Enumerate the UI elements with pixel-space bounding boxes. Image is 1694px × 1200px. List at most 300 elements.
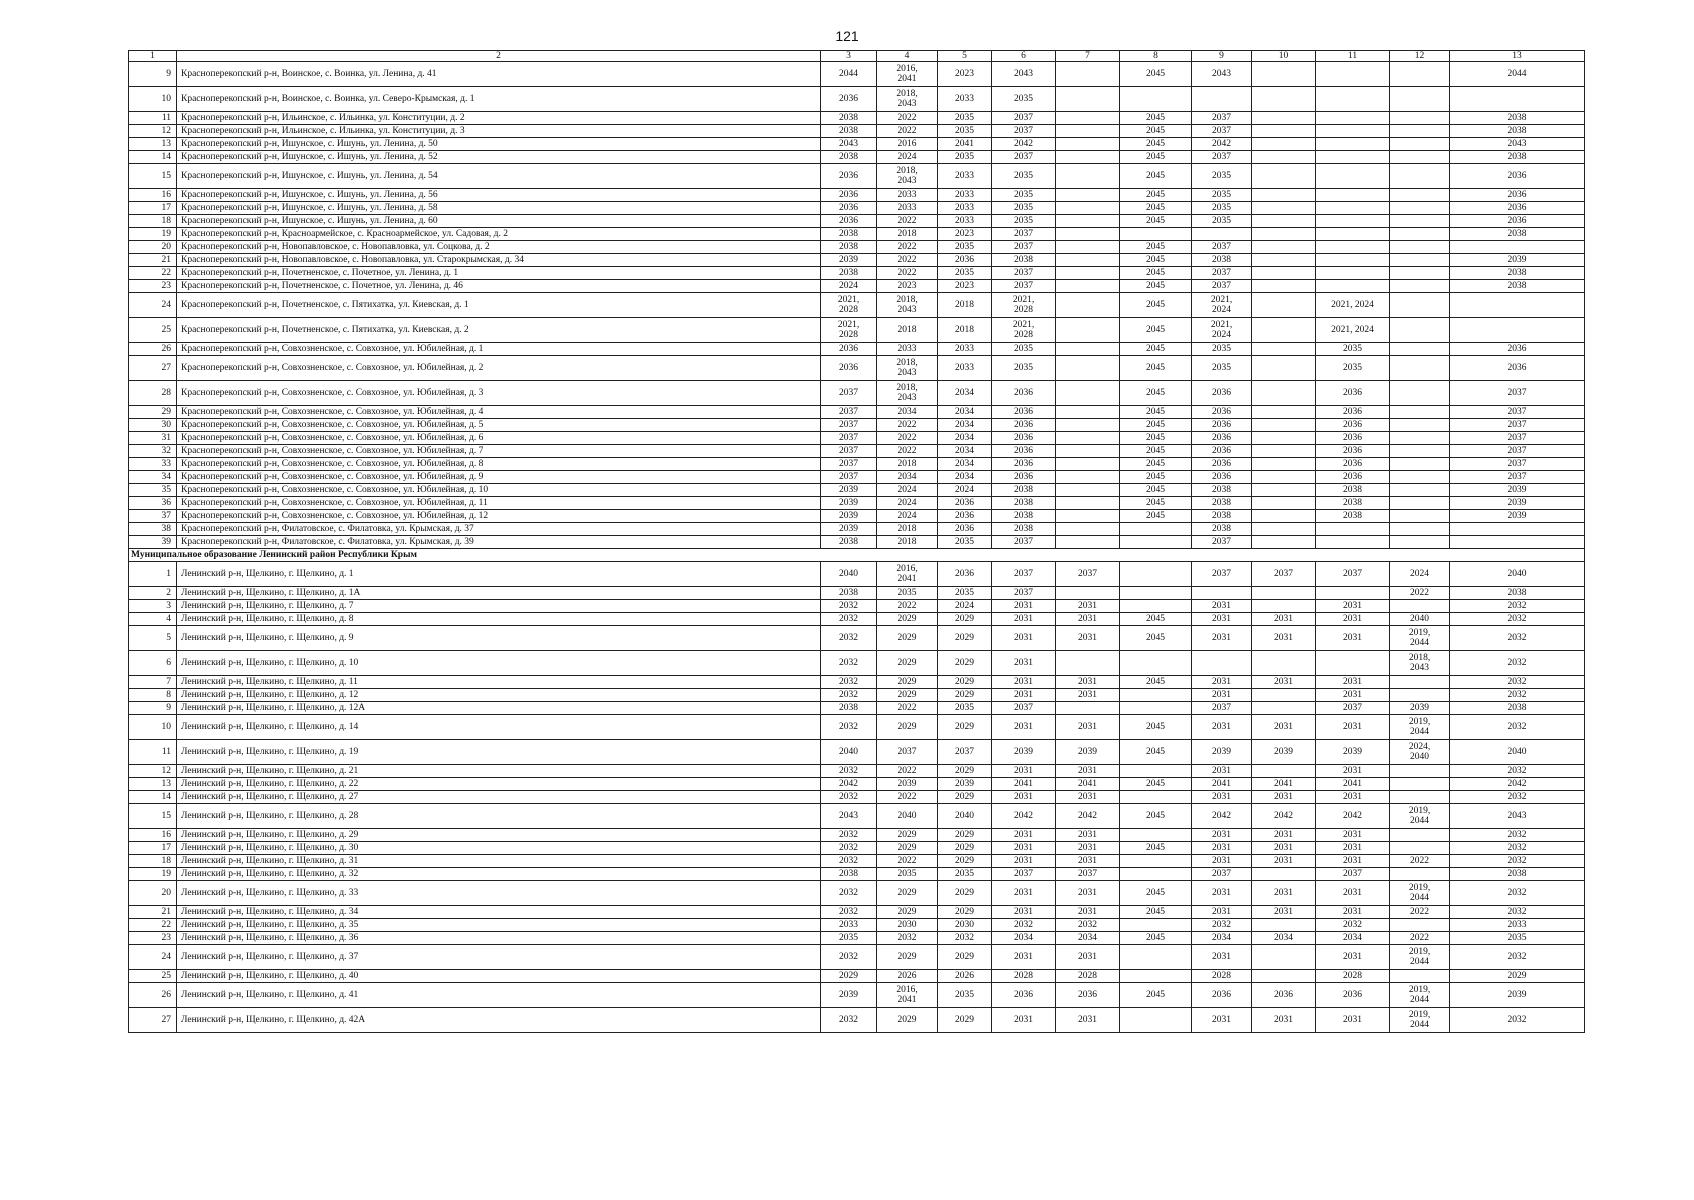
year-cell-col10 [1252, 241, 1316, 254]
year-cell-col9: 2037 [1192, 562, 1252, 587]
column-header: 9 [1192, 51, 1252, 62]
table-row [129, 87, 1585, 112]
year-cell-col8: 2045 [1120, 293, 1192, 318]
year-cell-col5: 2029 [938, 626, 992, 651]
year-cell-col5: 2029 [938, 651, 992, 676]
year-cell-col9: 2036 [1192, 458, 1252, 471]
year-cell-col11: 2031 [1316, 715, 1390, 740]
year-cell-col9: 2031 [1192, 613, 1252, 626]
year-cell-col3: 2032 [821, 842, 877, 855]
year-cell-col6: 2035 [992, 189, 1056, 202]
year-cell-col3: 2032 [821, 676, 877, 689]
section-header-row [129, 549, 1585, 562]
year-cell-col7: 2031 [1056, 600, 1120, 613]
year-cell-col5: 2029 [938, 689, 992, 702]
year-cell-col11 [1316, 280, 1390, 293]
year-cell-col11 [1316, 112, 1390, 125]
year-cell-col12: 2040 [1390, 613, 1450, 626]
year-cell-col7: 2031 [1056, 791, 1120, 804]
year-cell-col6: 2031 [992, 945, 1056, 970]
section-title: Муниципальное образование Ленинский район Республики Крым [129, 549, 1585, 562]
year-cell-col7 [1056, 202, 1120, 215]
year-cell-col5: 2035 [938, 151, 992, 164]
address-cell: Красноперекопский р-н, Совхозненское, с. Совхозное, ул. Юбилейная, д. 1 [177, 343, 821, 356]
year-cell-col6: 2038 [992, 523, 1056, 536]
row-number: 24 [129, 945, 177, 970]
year-cell-col13 [1450, 87, 1585, 112]
year-cell-col13: 2036 [1450, 215, 1585, 228]
year-cell-col7: 2031 [1056, 829, 1120, 842]
column-header: 4 [877, 51, 938, 62]
year-cell-col8: 2045 [1120, 471, 1192, 484]
year-cell-col13: 2032 [1450, 651, 1585, 676]
address-cell: Красноперекопский р-н, Филатовское, с. Филатовка, ул. Крымская, д. 39 [177, 536, 821, 549]
year-cell-col10 [1252, 189, 1316, 202]
year-cell-col12: 2022 [1390, 906, 1450, 919]
year-cell-col8 [1120, 945, 1192, 970]
year-cell-col3: 2032 [821, 906, 877, 919]
year-cell-col9: 2036 [1192, 445, 1252, 458]
year-cell-col13: 2043 [1450, 804, 1585, 829]
year-cell-col4: 2029 [877, 842, 938, 855]
year-cell-col9: 2035 [1192, 215, 1252, 228]
year-cell-col13: 2038 [1450, 280, 1585, 293]
year-cell-col6: 2037 [992, 536, 1056, 549]
year-cell-col7: 2037 [1056, 562, 1120, 587]
year-cell-col7: 2031 [1056, 945, 1120, 970]
year-cell-col13: 2037 [1450, 406, 1585, 419]
year-cell-col8 [1120, 228, 1192, 241]
year-cell-col10: 2041 [1252, 778, 1316, 791]
address-cell: Ленинский р-н, Щелкино, г. Щелкино, д. 27 [177, 791, 821, 804]
year-cell-col11: 2031 [1316, 613, 1390, 626]
column-header: 10 [1252, 51, 1316, 62]
year-cell-col9: 2028 [1192, 970, 1252, 983]
year-cell-col3: 2038 [821, 228, 877, 241]
year-cell-col7 [1056, 151, 1120, 164]
year-cell-col5: 2024 [938, 484, 992, 497]
year-cell-col4: 2030 [877, 919, 938, 932]
row-number: 37 [129, 510, 177, 523]
year-cell-col12 [1390, 419, 1450, 432]
row-number: 16 [129, 189, 177, 202]
year-cell-col9: 2036 [1192, 983, 1252, 1008]
table-row [129, 215, 1585, 228]
year-cell-col7 [1056, 87, 1120, 112]
year-cell-col13: 2032 [1450, 906, 1585, 919]
year-cell-col8: 2045 [1120, 112, 1192, 125]
year-cell-col3: 2032 [821, 765, 877, 778]
address-cell: Красноперекопский р-н, Новопавловское, с. Новопавловка, ул. Старокрымская, д. 34 [177, 254, 821, 267]
table-row [129, 676, 1585, 689]
table-row [129, 458, 1585, 471]
year-cell-col4: 2029 [877, 1008, 938, 1033]
year-cell-col4: 2016, 2041 [877, 62, 938, 87]
year-cell-col7: 2031 [1056, 906, 1120, 919]
year-cell-col3: 2024 [821, 280, 877, 293]
year-cell-col6: 2036 [992, 432, 1056, 445]
year-cell-col9: 2037 [1192, 151, 1252, 164]
year-cell-col8: 2045 [1120, 62, 1192, 87]
column-header: 3 [821, 51, 877, 62]
row-number: 4 [129, 613, 177, 626]
year-cell-col10 [1252, 868, 1316, 881]
year-cell-col10 [1252, 432, 1316, 445]
year-cell-col5: 2034 [938, 406, 992, 419]
year-cell-col10 [1252, 702, 1316, 715]
year-cell-col13: 2032 [1450, 945, 1585, 970]
year-cell-col5: 2035 [938, 112, 992, 125]
year-cell-col9: 2021, 2024 [1192, 293, 1252, 318]
year-cell-col13: 2039 [1450, 484, 1585, 497]
year-cell-col8: 2045 [1120, 267, 1192, 280]
year-cell-col9: 2039 [1192, 740, 1252, 765]
year-cell-col4: 2022 [877, 254, 938, 267]
address-cell: Красноперекопский р-н, Ишунское, с. Ишунь, ул. Ленина, д. 60 [177, 215, 821, 228]
year-cell-col10: 2031 [1252, 676, 1316, 689]
row-number: 38 [129, 523, 177, 536]
year-cell-col8: 2045 [1120, 202, 1192, 215]
year-cell-col12 [1390, 510, 1450, 523]
year-cell-col13: 2037 [1450, 381, 1585, 406]
year-cell-col12 [1390, 497, 1450, 510]
year-cell-col8: 2045 [1120, 715, 1192, 740]
year-cell-col5: 2033 [938, 343, 992, 356]
year-cell-col12: 2024 [1390, 562, 1450, 587]
year-cell-col3: 2036 [821, 189, 877, 202]
year-cell-col11 [1316, 523, 1390, 536]
year-cell-col6: 2037 [992, 267, 1056, 280]
table-row [129, 881, 1585, 906]
year-cell-col7 [1056, 587, 1120, 600]
year-cell-col11: 2028 [1316, 970, 1390, 983]
row-number: 13 [129, 138, 177, 151]
year-cell-col9 [1192, 228, 1252, 241]
year-cell-col9: 2035 [1192, 356, 1252, 381]
year-cell-col13: 2032 [1450, 600, 1585, 613]
year-cell-col8 [1120, 562, 1192, 587]
year-cell-col8 [1120, 765, 1192, 778]
year-cell-col3: 2038 [821, 241, 877, 254]
year-cell-col4: 2029 [877, 651, 938, 676]
year-cell-col12: 2019, 2044 [1390, 881, 1450, 906]
year-cell-col3: 2036 [821, 87, 877, 112]
year-cell-col13: 2032 [1450, 842, 1585, 855]
year-cell-col9: 2037 [1192, 536, 1252, 549]
table-row [129, 267, 1585, 280]
year-cell-col4: 2029 [877, 906, 938, 919]
table-row [129, 510, 1585, 523]
row-number: 24 [129, 293, 177, 318]
year-cell-col3: 2032 [821, 855, 877, 868]
year-cell-col4: 2018 [877, 523, 938, 536]
year-cell-col7: 2042 [1056, 804, 1120, 829]
year-cell-col7 [1056, 138, 1120, 151]
address-cell: Красноперекопский р-н, Ишунское, с. Ишунь, ул. Ленина, д. 54 [177, 164, 821, 189]
row-number: 32 [129, 445, 177, 458]
year-cell-col3: 2038 [821, 702, 877, 715]
year-cell-col4: 2022 [877, 765, 938, 778]
row-number: 10 [129, 715, 177, 740]
table-row [129, 254, 1585, 267]
year-cell-col5: 2034 [938, 445, 992, 458]
year-cell-col3: 2032 [821, 600, 877, 613]
row-number: 12 [129, 125, 177, 138]
year-cell-col7 [1056, 267, 1120, 280]
year-cell-col13: 2038 [1450, 587, 1585, 600]
table-row [129, 318, 1585, 343]
year-cell-col4: 2029 [877, 613, 938, 626]
year-cell-col3: 2039 [821, 497, 877, 510]
address-cell: Ленинский р-н, Щелкино, г. Щелкино, д. 34 [177, 906, 821, 919]
address-cell: Красноперекопский р-н, Совхозненское, с. Совхозное, ул. Юбилейная, д. 8 [177, 458, 821, 471]
year-cell-col5: 2035 [938, 536, 992, 549]
year-cell-col6: 2037 [992, 112, 1056, 125]
year-cell-col9: 2031 [1192, 626, 1252, 651]
year-cell-col7 [1056, 406, 1120, 419]
year-cell-col5: 2033 [938, 202, 992, 215]
year-cell-col11: 2031 [1316, 600, 1390, 613]
year-cell-col13: 2036 [1450, 343, 1585, 356]
table-row [129, 702, 1585, 715]
year-cell-col12 [1390, 381, 1450, 406]
year-cell-col13: 2044 [1450, 62, 1585, 87]
year-cell-col6: 2036 [992, 458, 1056, 471]
year-cell-col8: 2045 [1120, 613, 1192, 626]
year-cell-col11: 2031 [1316, 945, 1390, 970]
row-number: 10 [129, 87, 177, 112]
year-cell-col3: 2037 [821, 432, 877, 445]
year-cell-col13 [1450, 523, 1585, 536]
table-row [129, 715, 1585, 740]
year-cell-col11 [1316, 202, 1390, 215]
row-number: 33 [129, 458, 177, 471]
year-cell-col11: 2037 [1316, 868, 1390, 881]
year-cell-col12 [1390, 523, 1450, 536]
row-number: 21 [129, 906, 177, 919]
row-number: 22 [129, 919, 177, 932]
year-cell-col9: 2035 [1192, 202, 1252, 215]
row-number: 22 [129, 267, 177, 280]
year-cell-col12 [1390, 842, 1450, 855]
year-cell-col10 [1252, 356, 1316, 381]
column-header: 13 [1450, 51, 1585, 62]
year-cell-col7 [1056, 523, 1120, 536]
year-cell-col3: 2040 [821, 740, 877, 765]
year-cell-col12 [1390, 536, 1450, 549]
year-cell-col8: 2045 [1120, 125, 1192, 138]
year-cell-col3: 2032 [821, 715, 877, 740]
year-cell-col5: 2036 [938, 562, 992, 587]
year-cell-col4: 2022 [877, 215, 938, 228]
address-cell: Красноперекопский р-н, Совхозненское, с. Совхозное, ул. Юбилейная, д. 2 [177, 356, 821, 381]
year-cell-col6: 2031 [992, 676, 1056, 689]
year-cell-col7 [1056, 125, 1120, 138]
row-number: 28 [129, 381, 177, 406]
year-cell-col6: 2037 [992, 868, 1056, 881]
year-cell-col9: 2031 [1192, 676, 1252, 689]
year-cell-col3: 2038 [821, 267, 877, 280]
row-number: 27 [129, 1008, 177, 1033]
year-cell-col4: 2029 [877, 881, 938, 906]
year-cell-col4: 2022 [877, 445, 938, 458]
year-cell-col8 [1120, 587, 1192, 600]
year-cell-col10: 2031 [1252, 715, 1316, 740]
row-number: 7 [129, 676, 177, 689]
row-number: 19 [129, 868, 177, 881]
year-cell-col6: 2036 [992, 406, 1056, 419]
year-cell-col11: 2035 [1316, 356, 1390, 381]
year-cell-col5: 2024 [938, 600, 992, 613]
year-cell-col12 [1390, 406, 1450, 419]
address-cell: Ленинский р-н, Щелкино, г. Щелкино, д. 33 [177, 881, 821, 906]
year-cell-col9: 2037 [1192, 267, 1252, 280]
year-cell-col6: 2036 [992, 445, 1056, 458]
year-cell-col6: 2035 [992, 343, 1056, 356]
column-header: 12 [1390, 51, 1450, 62]
year-cell-col5: 2034 [938, 419, 992, 432]
year-cell-col3: 2032 [821, 651, 877, 676]
address-cell: Ленинский р-н, Щелкино, г. Щелкино, д. 41 [177, 983, 821, 1008]
address-cell: Ленинский р-н, Щелкино, г. Щелкино, д. 28 [177, 804, 821, 829]
year-cell-col5: 2033 [938, 189, 992, 202]
year-cell-col13: 2032 [1450, 715, 1585, 740]
year-cell-col5: 2029 [938, 676, 992, 689]
year-cell-col12: 2019, 2044 [1390, 804, 1450, 829]
year-cell-col4: 2022 [877, 600, 938, 613]
year-cell-col9: 2036 [1192, 471, 1252, 484]
year-cell-col7 [1056, 484, 1120, 497]
year-cell-col11: 2021, 2024 [1316, 293, 1390, 318]
year-cell-col8: 2045 [1120, 254, 1192, 267]
row-number: 3 [129, 600, 177, 613]
table-row [129, 381, 1585, 406]
year-cell-col7: 2031 [1056, 689, 1120, 702]
year-cell-col10 [1252, 765, 1316, 778]
year-cell-col5: 2035 [938, 125, 992, 138]
year-cell-col12 [1390, 868, 1450, 881]
year-cell-col6: 2031 [992, 829, 1056, 842]
year-cell-col12 [1390, 228, 1450, 241]
year-cell-col3: 2029 [821, 970, 877, 983]
year-cell-col5: 2041 [938, 138, 992, 151]
year-cell-col11: 2039 [1316, 740, 1390, 765]
year-cell-col8: 2045 [1120, 215, 1192, 228]
year-cell-col10: 2042 [1252, 804, 1316, 829]
year-cell-col5: 2023 [938, 62, 992, 87]
year-cell-col9: 2031 [1192, 945, 1252, 970]
year-cell-col6: 2032 [992, 919, 1056, 932]
address-cell: Ленинский р-н, Щелкино, г. Щелкино, д. 19 [177, 740, 821, 765]
year-cell-col9: 2042 [1192, 138, 1252, 151]
column-header: 11 [1316, 51, 1390, 62]
table-row [129, 484, 1585, 497]
year-cell-col8: 2045 [1120, 906, 1192, 919]
year-cell-col12 [1390, 215, 1450, 228]
table-row [129, 765, 1585, 778]
table-row [129, 651, 1585, 676]
address-cell: Красноперекопский р-н, Совхозненское, с. Совхозное, ул. Юбилейная, д. 10 [177, 484, 821, 497]
year-cell-col6: 2041 [992, 778, 1056, 791]
year-cell-col5: 2033 [938, 356, 992, 381]
address-cell: Красноперекопский р-н, Новопавловское, с. Новопавловка, ул. Соцкова, д. 2 [177, 241, 821, 254]
year-cell-col8: 2045 [1120, 280, 1192, 293]
year-cell-col12 [1390, 484, 1450, 497]
year-cell-col4: 2018 [877, 458, 938, 471]
table-row [129, 983, 1585, 1008]
year-cell-col6: 2021, 2028 [992, 318, 1056, 343]
year-cell-col4: 2029 [877, 689, 938, 702]
year-cell-col10: 2031 [1252, 829, 1316, 842]
year-cell-col8 [1120, 1008, 1192, 1033]
year-cell-col5: 2036 [938, 510, 992, 523]
year-cell-col6: 2031 [992, 855, 1056, 868]
year-cell-col6: 2043 [992, 62, 1056, 87]
table-row [129, 829, 1585, 842]
year-cell-col12: 2019, 2044 [1390, 945, 1450, 970]
year-cell-col10 [1252, 254, 1316, 267]
year-cell-col12 [1390, 164, 1450, 189]
year-cell-col7 [1056, 419, 1120, 432]
year-cell-col4: 2024 [877, 497, 938, 510]
table-row [129, 626, 1585, 651]
year-cell-col10 [1252, 151, 1316, 164]
year-cell-col10 [1252, 215, 1316, 228]
year-cell-col3: 2021, 2028 [821, 318, 877, 343]
year-cell-col5: 2029 [938, 945, 992, 970]
year-cell-col7: 2031 [1056, 676, 1120, 689]
year-cell-col10 [1252, 406, 1316, 419]
year-cell-col12 [1390, 356, 1450, 381]
year-cell-col6: 2035 [992, 202, 1056, 215]
year-cell-col11: 2021, 2024 [1316, 318, 1390, 343]
year-cell-col3: 2032 [821, 945, 877, 970]
year-cell-col4: 2022 [877, 241, 938, 254]
year-cell-col9: 2041 [1192, 778, 1252, 791]
year-cell-col3: 2037 [821, 471, 877, 484]
year-cell-col8 [1120, 855, 1192, 868]
year-cell-col4: 2022 [877, 855, 938, 868]
address-cell: Ленинский р-н, Щелкино, г. Щелкино, д. 42А [177, 1008, 821, 1033]
year-cell-col7: 2028 [1056, 970, 1120, 983]
year-cell-col8: 2045 [1120, 484, 1192, 497]
year-cell-col4: 2029 [877, 676, 938, 689]
year-cell-col10 [1252, 600, 1316, 613]
year-cell-col6: 2037 [992, 151, 1056, 164]
row-number: 17 [129, 202, 177, 215]
year-cell-col11: 2036 [1316, 381, 1390, 406]
year-cell-col3: 2039 [821, 484, 877, 497]
year-cell-col13: 2038 [1450, 267, 1585, 280]
year-cell-col11: 2042 [1316, 804, 1390, 829]
row-number: 29 [129, 406, 177, 419]
year-cell-col11: 2038 [1316, 510, 1390, 523]
year-cell-col3: 2038 [821, 868, 877, 881]
year-cell-col13: 2036 [1450, 164, 1585, 189]
year-cell-col4: 2016, 2041 [877, 562, 938, 587]
year-cell-col5: 2029 [938, 881, 992, 906]
year-cell-col8: 2045 [1120, 138, 1192, 151]
row-number: 8 [129, 689, 177, 702]
table-row [129, 432, 1585, 445]
year-cell-col12 [1390, 293, 1450, 318]
address-cell: Красноперекопский р-н, Почетненское, с. Пятихатка, ул. Киевская, д. 2 [177, 318, 821, 343]
year-cell-col3: 2043 [821, 138, 877, 151]
row-number: 11 [129, 112, 177, 125]
year-cell-col12 [1390, 471, 1450, 484]
year-cell-col11 [1316, 587, 1390, 600]
year-cell-col10: 2036 [1252, 983, 1316, 1008]
